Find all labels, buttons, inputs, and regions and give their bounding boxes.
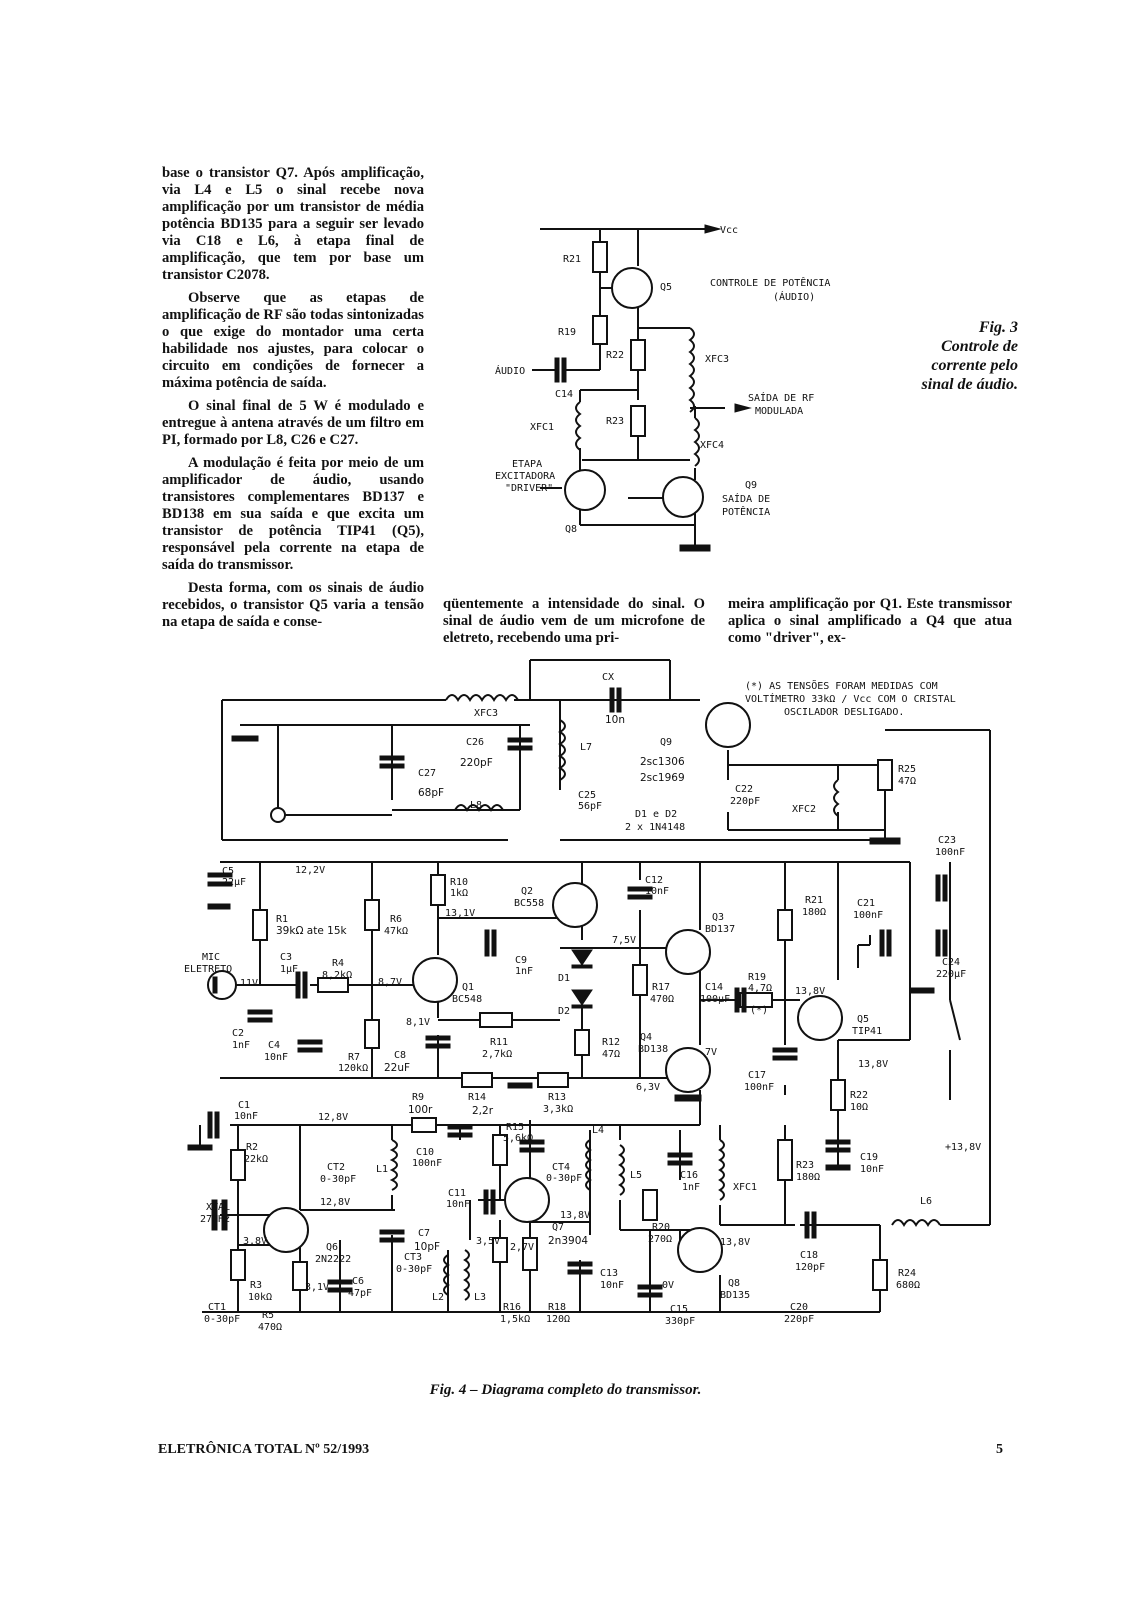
label: EXCITADORA bbox=[495, 471, 556, 482]
note-line: VOLTÍMETRO 33kΩ / Vcc COM O CRISTAL bbox=[745, 694, 956, 705]
label: L5 bbox=[630, 1170, 643, 1181]
label: 0-30pF bbox=[396, 1264, 433, 1275]
label: R20 bbox=[652, 1222, 671, 1233]
label: CT4 bbox=[552, 1162, 571, 1173]
label: R23 bbox=[606, 416, 625, 427]
label: 7V bbox=[705, 1047, 718, 1058]
label: CT3 bbox=[404, 1252, 423, 1263]
label: C17 bbox=[748, 1070, 767, 1081]
label: Q5 bbox=[660, 282, 673, 293]
label: CX bbox=[602, 672, 615, 683]
label: C9 bbox=[515, 955, 528, 966]
label: 2,2r bbox=[472, 1105, 494, 1117]
label: 47pF bbox=[348, 1288, 373, 1299]
label: R22 bbox=[850, 1090, 869, 1101]
label: R19 bbox=[748, 972, 767, 983]
label: 22uF bbox=[384, 1062, 411, 1074]
label: 10nF bbox=[446, 1199, 471, 1210]
label: 0-30pF bbox=[204, 1314, 241, 1325]
label: +13,8V bbox=[945, 1142, 982, 1153]
label: XFC1 bbox=[733, 1182, 758, 1193]
label: C4 bbox=[268, 1040, 281, 1051]
label: 3,1V bbox=[305, 1282, 330, 1293]
label: R24 bbox=[898, 1268, 917, 1279]
label: R2 bbox=[246, 1142, 259, 1153]
label: CONTROLE DE POTÊNCIA bbox=[710, 278, 831, 289]
label: 100nF bbox=[853, 910, 884, 921]
label: 3,5V bbox=[476, 1236, 501, 1247]
label: C23 bbox=[938, 835, 957, 846]
label: C27 bbox=[418, 768, 437, 779]
label: 100r bbox=[408, 1104, 433, 1116]
label: R1 bbox=[276, 914, 289, 925]
label: R21 bbox=[805, 895, 824, 906]
label: TIP41 bbox=[852, 1026, 883, 1037]
label: C16 bbox=[680, 1170, 699, 1181]
label: 13,8V bbox=[795, 986, 826, 997]
label: 1nF bbox=[682, 1182, 701, 1193]
label: ÁUDIO bbox=[495, 366, 526, 377]
label: R11 bbox=[490, 1037, 509, 1048]
label: SAÍDA DE RF bbox=[748, 393, 815, 404]
label: 220pF bbox=[784, 1314, 815, 1325]
label: 10kΩ bbox=[248, 1292, 273, 1303]
label: 12,2V bbox=[295, 865, 326, 876]
label: L6 bbox=[920, 1196, 933, 1207]
label: 2sc1969 bbox=[640, 772, 685, 784]
label: L2 bbox=[432, 1292, 445, 1303]
label: XFC4 bbox=[700, 440, 725, 451]
label: 100µF bbox=[700, 994, 731, 1005]
label: 100nF bbox=[744, 1082, 775, 1093]
label: D1 e D2 bbox=[635, 809, 678, 820]
label: Q6 bbox=[326, 1242, 339, 1253]
label: R25 bbox=[898, 764, 917, 775]
label: C10 bbox=[416, 1147, 435, 1158]
label: ELETRETO bbox=[184, 964, 233, 975]
label: L8 bbox=[470, 800, 483, 811]
label: 180Ω bbox=[796, 1172, 821, 1183]
paragraph: qüentemente a intensidade do sinal. O sinal de áudio vem de um microfone de eletreto, recebendo uma pri- bbox=[443, 596, 705, 646]
label: 1kΩ bbox=[450, 888, 469, 899]
label: Q8 bbox=[565, 524, 578, 535]
label: (*) bbox=[750, 1005, 769, 1016]
label: 2,7V bbox=[510, 1242, 535, 1253]
label: Vcc bbox=[720, 225, 739, 236]
label: MODULADA bbox=[755, 406, 804, 417]
label: C15 bbox=[670, 1304, 689, 1315]
label: C21 bbox=[857, 898, 876, 909]
label: C19 bbox=[860, 1152, 879, 1163]
label: 27MHz bbox=[200, 1214, 231, 1225]
label: R21 bbox=[563, 254, 582, 265]
label: C24 bbox=[942, 957, 961, 968]
note-line: (*) AS TENSÕES FORAM MEDIDAS COM bbox=[745, 681, 938, 692]
label: 2n3904 bbox=[548, 1235, 589, 1247]
label: Q1 bbox=[462, 982, 475, 993]
note-line: OSCILADOR DESLIGADO. bbox=[784, 707, 905, 718]
label: MIC bbox=[202, 952, 221, 963]
label: 3,3kΩ bbox=[543, 1104, 574, 1115]
paragraph: Observe que as etapas de amplificação de RF são todas sintonizadas o que exige do montador uma certa habilidade nos ajustes, para colocar o circuito em condições de fornecer a máxima potência de saída. bbox=[162, 290, 424, 391]
label: R3 bbox=[250, 1280, 263, 1291]
label: 10nF bbox=[600, 1280, 625, 1291]
label: 13,1V bbox=[445, 908, 476, 919]
footer-publication: ELETRÔNICA TOTAL Nº 52/1993 bbox=[158, 1442, 370, 1457]
label: XFC3 bbox=[474, 708, 499, 719]
label: 0-30pF bbox=[320, 1174, 357, 1185]
label: 22kΩ bbox=[244, 1154, 269, 1165]
label: XFC3 bbox=[705, 354, 730, 365]
label: R17 bbox=[652, 982, 671, 993]
label: C1 bbox=[238, 1100, 251, 1111]
label: CT1 bbox=[208, 1302, 227, 1313]
paragraph: base o transistor Q7. Após amplificação, via L4 e L5 o sinal recebe nova amplificação por um transistor de média potência BD135 para a seguir ser levado via C18 e L6, à etapa final de amplificação, que tem por base um transistor C2078. bbox=[162, 165, 424, 283]
label: Q4 bbox=[640, 1032, 653, 1043]
label: 220µF bbox=[936, 969, 967, 980]
label: 10nF bbox=[234, 1111, 259, 1122]
fig4-caption: Fig. 4 – Diagrama completo do transmissor. bbox=[429, 1382, 702, 1398]
label: 2sc1306 bbox=[640, 756, 685, 768]
label: 13,8V bbox=[720, 1237, 751, 1248]
label: 1nF bbox=[232, 1040, 251, 1051]
label: 8,7V bbox=[378, 977, 403, 988]
label: R23 bbox=[796, 1160, 815, 1171]
label: C8 bbox=[394, 1050, 407, 1061]
label: C7 bbox=[418, 1228, 431, 1239]
label: C20 bbox=[790, 1302, 809, 1313]
label: Q5 bbox=[857, 1014, 870, 1025]
label: 8,1V bbox=[406, 1017, 431, 1028]
label: (ÁUDIO) bbox=[773, 292, 816, 303]
label: C26 bbox=[466, 737, 485, 748]
label: L3 bbox=[474, 1292, 487, 1303]
label: 1,5kΩ bbox=[500, 1314, 531, 1325]
label: 0V bbox=[662, 1280, 675, 1291]
label: 22µF bbox=[222, 877, 247, 888]
label: 1nF bbox=[515, 966, 534, 977]
label: 100nF bbox=[412, 1158, 443, 1169]
label: 3,8V bbox=[243, 1236, 268, 1247]
label: BD138 bbox=[638, 1044, 669, 1055]
label: 10nF bbox=[860, 1164, 885, 1175]
label: C3 bbox=[280, 952, 293, 963]
label: 7,5V bbox=[612, 935, 637, 946]
fig3-caption: Fig. 3 Controle de corrente pelo sinal de áudio. bbox=[921, 319, 1018, 393]
label: 2,7kΩ bbox=[482, 1049, 513, 1060]
label: C2 bbox=[232, 1028, 245, 1039]
label: XFC2 bbox=[792, 804, 817, 815]
label: L4 bbox=[592, 1125, 605, 1136]
label: ETAPA bbox=[512, 459, 543, 470]
label: 47Ω bbox=[898, 776, 917, 787]
label: CT2 bbox=[327, 1162, 346, 1173]
label: C13 bbox=[600, 1268, 619, 1279]
label: 13,8V bbox=[858, 1059, 889, 1070]
label: C25 bbox=[578, 790, 597, 801]
label: D2 bbox=[558, 1006, 571, 1017]
label: R18 bbox=[548, 1302, 567, 1313]
label: 120pF bbox=[795, 1262, 826, 1273]
label: BD137 bbox=[705, 924, 736, 935]
label: 220pF bbox=[460, 757, 493, 769]
paragraph: O sinal final de 5 W é modulado e entregue à antena através de um filtro em PI, formado por L8, C26 e C27. bbox=[162, 398, 424, 448]
label: SAÍDA DE bbox=[722, 494, 771, 505]
label: 120Ω bbox=[546, 1314, 571, 1325]
label: R7 bbox=[348, 1052, 361, 1063]
label: C14 bbox=[705, 982, 724, 993]
footer-page-number: 5 bbox=[996, 1442, 1003, 1457]
label: R16 bbox=[503, 1302, 522, 1313]
label: 10pF bbox=[414, 1241, 441, 1253]
label: Q2 bbox=[521, 886, 534, 897]
label: 5,6kΩ bbox=[503, 1133, 534, 1144]
label: C6 bbox=[352, 1276, 365, 1287]
label: 10nF bbox=[264, 1052, 289, 1063]
label: C22 bbox=[735, 784, 754, 795]
label: L7 bbox=[580, 742, 593, 753]
label: 56pF bbox=[578, 801, 603, 812]
label: R14 bbox=[468, 1092, 487, 1103]
label: 6,3V bbox=[636, 1082, 661, 1093]
label: 13,8V bbox=[560, 1210, 591, 1221]
label: 1µF bbox=[280, 964, 299, 975]
paragraph: Desta forma, com os sinais de áudio recebidos, o transistor Q5 varia a tensão na etapa de saída e conse- bbox=[162, 580, 424, 630]
label: C11 bbox=[448, 1188, 467, 1199]
label: 10n bbox=[605, 714, 626, 726]
label: R10 bbox=[450, 877, 469, 888]
label: XFC1 bbox=[530, 422, 555, 433]
label: 470Ω bbox=[258, 1322, 283, 1333]
paragraph: A modulação é feita por meio de um amplificador de áudio, usando transistores complementares BD137 e BD138 em sua saída e que excita um transistor de potência TIP41 (Q5), responsável pela corrente na etapa de saída do transmissor. bbox=[162, 455, 424, 573]
label: 10Ω bbox=[850, 1102, 869, 1113]
label: 10nF bbox=[645, 886, 670, 897]
label: Q7 bbox=[552, 1222, 565, 1233]
label: Q8 bbox=[728, 1278, 741, 1289]
label: C14 bbox=[555, 389, 574, 400]
label: 2N2222 bbox=[315, 1254, 352, 1265]
label: C18 bbox=[800, 1250, 819, 1261]
label: R15 bbox=[506, 1122, 525, 1133]
label: BC558 bbox=[514, 898, 545, 909]
label: R12 bbox=[602, 1037, 621, 1048]
label: 4,7Ω bbox=[748, 983, 773, 994]
label: 12,8V bbox=[320, 1197, 351, 1208]
label: Q9 bbox=[745, 480, 758, 491]
label: POTÊNCIA bbox=[722, 507, 771, 518]
label: 330pF bbox=[665, 1316, 696, 1327]
label: 100nF bbox=[935, 847, 966, 858]
label: 0-30pF bbox=[546, 1173, 583, 1184]
label: R5 bbox=[262, 1310, 275, 1321]
label: C5 bbox=[222, 866, 235, 877]
label: 68pF bbox=[418, 787, 445, 799]
label: 220pF bbox=[730, 796, 761, 807]
label: 12,8V bbox=[318, 1112, 349, 1123]
label: "DRIVER" bbox=[505, 483, 554, 494]
label: 11V bbox=[240, 978, 259, 989]
label: 180Ω bbox=[802, 907, 827, 918]
label: Q3 bbox=[712, 912, 725, 923]
label: 120kΩ bbox=[338, 1063, 369, 1074]
label: XTAL bbox=[206, 1202, 231, 1213]
label: 680Ω bbox=[896, 1280, 921, 1291]
label: C12 bbox=[645, 875, 664, 886]
label: D1 bbox=[558, 973, 571, 984]
label: R22 bbox=[606, 350, 625, 361]
label: R13 bbox=[548, 1092, 567, 1103]
label: R4 bbox=[332, 958, 345, 969]
label: 2 x 1N4148 bbox=[625, 822, 686, 833]
label: Q9 bbox=[660, 737, 673, 748]
label: BD135 bbox=[720, 1290, 751, 1301]
label: L1 bbox=[376, 1164, 389, 1175]
label: R6 bbox=[390, 914, 403, 925]
label: BC548 bbox=[452, 994, 483, 1005]
label: R9 bbox=[412, 1092, 425, 1103]
label: 8,2kΩ bbox=[322, 970, 353, 981]
paragraph: meira amplificação por Q1. Este transmissor aplica o sinal amplificado a Q4 que atua como "driver", ex- bbox=[728, 596, 1012, 646]
label: 47kΩ bbox=[384, 926, 409, 937]
label: 270Ω bbox=[648, 1234, 673, 1245]
label: 470Ω bbox=[650, 994, 675, 1005]
label: 39kΩ ate 15k bbox=[276, 925, 347, 937]
label: R19 bbox=[558, 327, 577, 338]
label: 47Ω bbox=[602, 1049, 621, 1060]
